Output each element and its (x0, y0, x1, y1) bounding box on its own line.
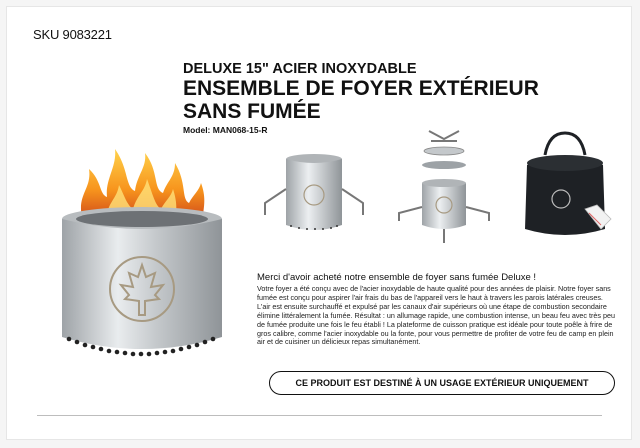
flame-graphic (81, 149, 204, 217)
divider-line (37, 415, 602, 416)
description-block (257, 272, 617, 347)
product-description: Votre foyer a été conçu avec de l'acier inoxydable de haute qualité pour des années de plaisir. Notre foyer sans fumée est conçu pour aspirer l'air frais du bas de l'appareil vers le haut à travers les parois latérales creuses. L'air est ensuite surchauffé et expulsé par les canaux d'air supérieurs où une étape de combustion secondaire élimine littéralement la fumée. Résultat : un allumage rapide, une combustion intense, un beau feu avec très peu de fumée produite une fois le feu établi ! La plateforme de cuisson pratique est idéale pour toute poêle à frire de gros calibre, comme l'acier inoxydable ou la fonte, pour vous permettre de profiter de votre feu de camp en plein air et de cuisiner un délicieux repas simultanément. (257, 284, 615, 347)
sku-label: SKU 9083221 (33, 27, 112, 42)
product-subtitle: DELUXE 15" ACIER INOXYDABLE (183, 61, 417, 77)
product-title-line-1: ENSEMBLE DE FOYER EXTÉRIEUR (183, 77, 539, 100)
product-title-line-2: SANS FUMÉE (183, 100, 321, 123)
thank-you-heading: Merci d'avoir acheté notre ensemble de foyer sans fumée Deluxe ! (257, 272, 537, 283)
exploded-view-image (387, 125, 502, 250)
fire-pit-hero-image (47, 139, 237, 374)
fire-pit-with-stand-image (257, 125, 372, 250)
carry-bag-image (515, 125, 615, 250)
manual-page (6, 6, 632, 440)
model-number: Model: MAN068-15-R (183, 125, 268, 135)
product-title (183, 77, 603, 123)
outdoor-use-notice: CE PRODUIT EST DESTINÉ À UN USAGE EXTÉRIEUR UNIQUEMENT (269, 371, 615, 395)
